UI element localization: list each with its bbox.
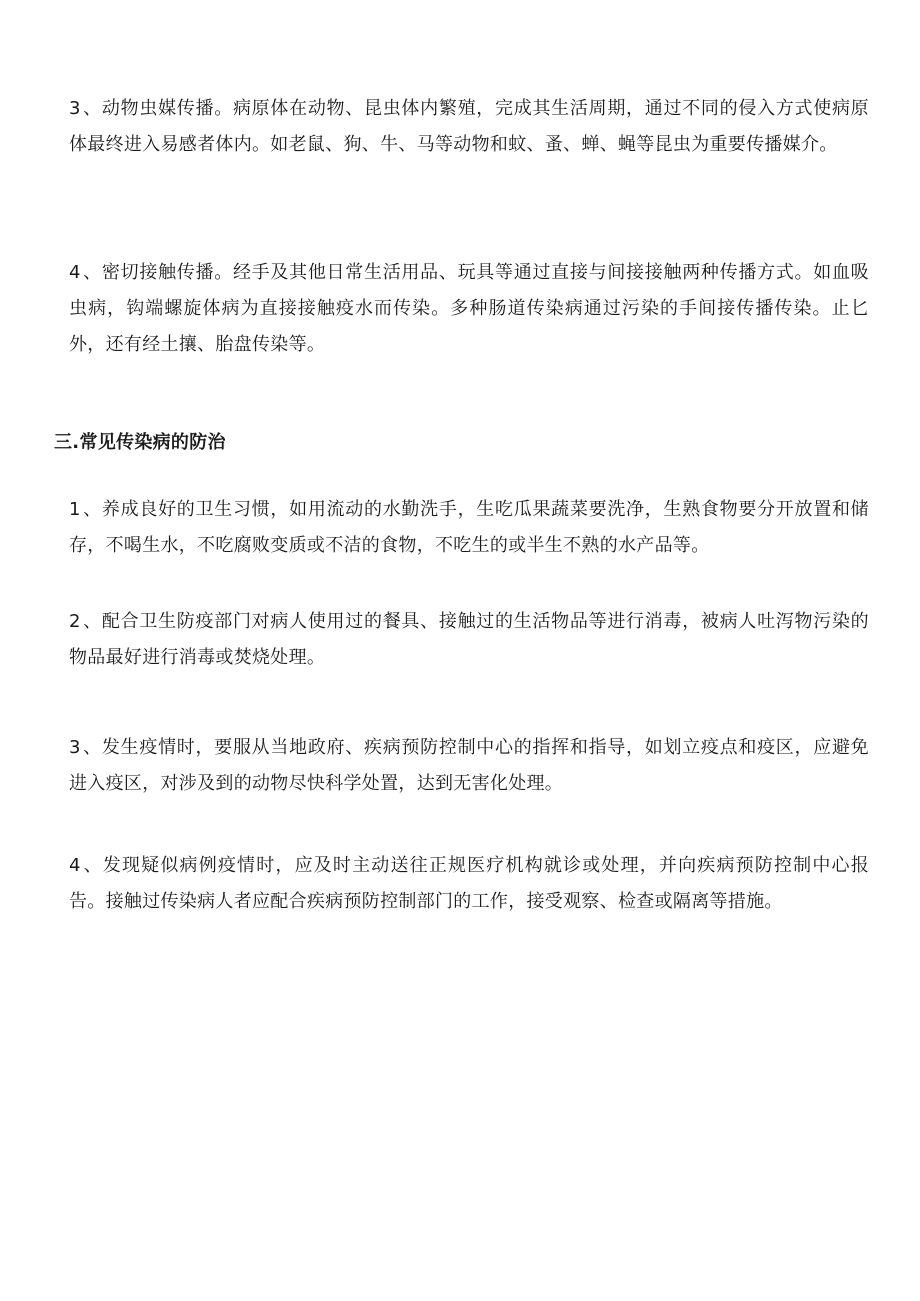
- item-number: 3: [69, 737, 81, 758]
- item-text: 、养成良好的卫生习惯，如用流动的水勤洗手，生吃瓜果蔬菜要洗净，生熟食物要分开放置和储存，不喝生水，不吃腐败变质或不洁的食物，不吃生的或半生不熟的水产品等。: [69, 499, 869, 556]
- item-text: 、密切接触传播。经手及其他日常生活用品、玩具等通过直接与间接接触两种传播方式。如血吸虫病，钩端螺旋体病为直接接触疫水而传染。多种肠道传染病通过污染的手间接传播传染。止匕外，还有经土攘、胎盘传染等。: [69, 262, 869, 355]
- item-number: 3: [69, 98, 81, 119]
- paragraph-transmission-contact: [69, 255, 869, 363]
- item-text: 、发现疑似病例疫情时，应及时主动送往正规医疗机构就诊或处理，并向疾病预防控制中心报告。接触过传染病人者应配合疾病预防控制部门的工作，接受观察、检查或隔离等措施。: [69, 855, 869, 912]
- item-text: 、配合卫生防疫部门对病人使用过的餐具、接触过的生活物品等进行消毒，被病人吐泻物污染的物品最好进行消毒或焚烧处理。: [69, 611, 869, 668]
- paragraph-transmission-vector: [69, 91, 869, 163]
- item-number: 1: [69, 499, 81, 520]
- item-number: 4: [69, 855, 81, 876]
- item-text: 、发生疫情时，要服从当地政府、疾病预防控制中心的指挥和指导，如划立疫点和疫区，应避免进入疫区，对涉及到的动物尽快科学处置，达到无害化处理。: [69, 737, 869, 794]
- paragraph-prevention-reporting: [69, 848, 869, 920]
- paragraph-prevention-hygiene: [69, 492, 869, 564]
- item-text: 、动物虫媒传播。病原体在动物、昆虫体内繁殖，完成其生活周期，通过不同的侵入方式使病原体最终进入易感者体内。如老鼠、狗、牛、马等动物和蚊、蚤、蝉、蝇等昆虫为重要传播媒介。: [69, 98, 869, 155]
- item-number: 2: [69, 611, 81, 632]
- paragraph-prevention-disinfection: [69, 604, 869, 676]
- section-heading: 三.常见传染病的防治: [54, 432, 226, 453]
- item-number: 4: [69, 262, 81, 283]
- paragraph-prevention-epidemic: [69, 730, 869, 802]
